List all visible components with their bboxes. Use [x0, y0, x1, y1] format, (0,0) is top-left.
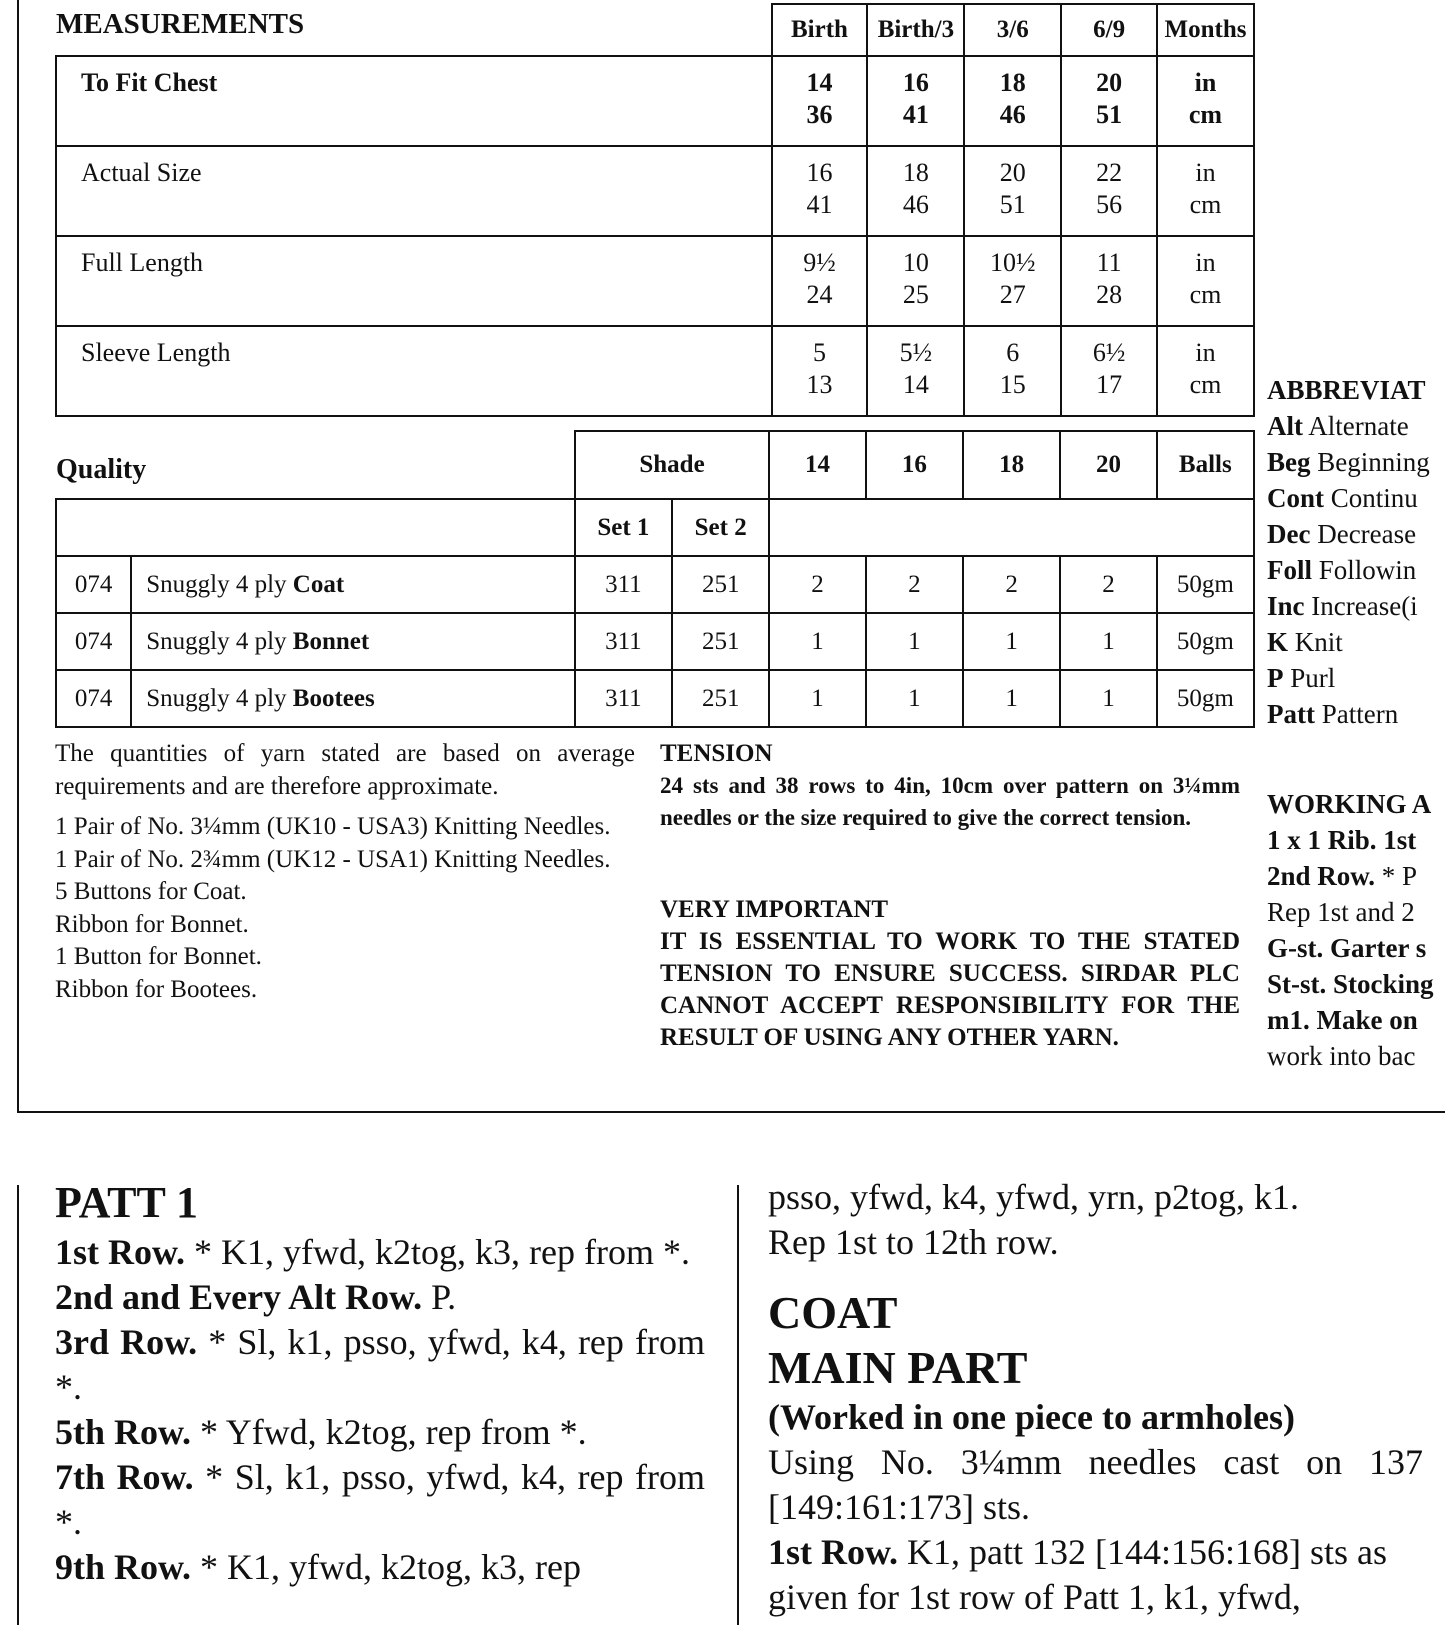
qty-value: 1	[866, 670, 963, 727]
value-cell: 22 56	[1061, 146, 1157, 236]
page-frame-divider	[17, 1111, 1445, 1113]
value-cell: 14 36	[772, 56, 868, 146]
pattern-row: 7th Row. * Sl, k1, psso, yfwd, k4, rep from *.	[55, 1457, 705, 1542]
yarn-name: Snuggly 4 ply Bonnet	[131, 613, 574, 670]
quantities-note: The quantities of yarn stated are based on average requirements and are therefore approximate.	[55, 740, 635, 800]
yarn-name: Snuggly 4 ply Bootees	[131, 670, 574, 727]
abbreviations-title: ABBREVIAT	[1267, 375, 1426, 405]
value-cell: 11 28	[1061, 236, 1157, 326]
quality-title: Quality	[56, 431, 575, 499]
coat-section	[768, 1175, 1423, 1625]
table-row	[56, 556, 1254, 613]
tension-text: 24 sts and 38 rows to 4in, 10cm over pattern on 3¼mm needles or the size required to give the correct tension.	[660, 773, 1240, 830]
abbreviation-item: Dec Decrease	[1267, 519, 1417, 549]
qty-value: 1	[769, 670, 865, 727]
value-cell: 18 46	[867, 146, 964, 236]
shade-value: 251	[672, 556, 769, 613]
working-line: 2nd Row. * P	[1267, 861, 1418, 891]
size-header: Months	[1157, 4, 1254, 56]
abbreviation-item: Inc Increase(i	[1267, 591, 1418, 621]
size-header: Birth	[772, 4, 868, 56]
size-header: 20	[1060, 431, 1156, 499]
value-cell: 16 41	[867, 56, 964, 146]
pattern-row: 2nd and Every Alt Row. P.	[55, 1277, 457, 1317]
value-cell: 18 46	[964, 56, 1061, 146]
abbreviation-item: Alt Alternate	[1267, 411, 1409, 441]
qty-value: 1	[963, 613, 1060, 670]
working-line: m1. Make on	[1267, 1005, 1418, 1035]
page-frame-left	[17, 0, 19, 1113]
needles-note: 1 Pair of No. 3¼mm (UK10 - USA3) Knitting Needles.	[55, 813, 611, 840]
value-cell: 10 25	[867, 236, 964, 326]
abbreviation-item: Beg Beginning	[1267, 447, 1430, 477]
measurements-title: MEASUREMENTS	[56, 8, 305, 40]
value-cell: 9½ 24	[772, 236, 868, 326]
shade-value: 311	[575, 556, 672, 613]
tension-title: TENSION	[660, 740, 773, 767]
row-label: Sleeve Length	[56, 326, 772, 416]
weight-value: 50gm	[1157, 556, 1254, 613]
yarn-code: 074	[56, 613, 131, 670]
size-header: Birth/3	[867, 4, 964, 56]
working-line: G-st. Garter s	[1267, 933, 1427, 963]
table-row	[56, 56, 1254, 146]
yarn-code: 074	[56, 556, 131, 613]
yarn-notes	[55, 738, 635, 1006]
qty-value: 2	[866, 556, 963, 613]
page-frame-left-lower	[17, 1185, 19, 1625]
coat-title: COAT	[768, 1287, 898, 1338]
abbreviation-item: Patt Pattern	[1267, 699, 1399, 729]
pattern-continuation: Rep 1st to 12th row.	[768, 1222, 1059, 1262]
abbreviation-item: P Purl	[1267, 663, 1336, 693]
table-row	[56, 670, 1254, 727]
qty-value: 1	[769, 613, 865, 670]
value-cell: 6½ 17	[1061, 326, 1157, 416]
shade-value: 251	[672, 670, 769, 727]
qty-value: 1	[1060, 613, 1156, 670]
row-label: To Fit Chest	[56, 56, 772, 146]
working-line: Rep 1st and 2	[1267, 897, 1415, 927]
patt1-title: PATT 1	[55, 1178, 199, 1227]
pattern-row: 3rd Row. * Sl, k1, psso, yfwd, k4, rep from *.	[55, 1322, 706, 1407]
column-divider	[737, 1185, 739, 1625]
size-header: 6/9	[1061, 4, 1157, 56]
materials-item: Ribbon for Bootees.	[55, 975, 258, 1003]
value-cell: 5 13	[772, 326, 868, 416]
table-row	[56, 146, 1254, 236]
table-row	[56, 326, 1254, 416]
table-row	[56, 236, 1254, 326]
unit-cell: in cm	[1157, 56, 1254, 146]
size-header: 3/6	[964, 4, 1061, 56]
value-cell: 16 41	[772, 146, 868, 236]
value-cell: 6 15	[964, 326, 1061, 416]
table-row	[56, 613, 1254, 670]
working-line: 1 x 1 Rib. 1st	[1267, 825, 1417, 855]
blank-cell	[769, 499, 1254, 556]
size-header: 18	[963, 431, 1060, 499]
yarn-code: 074	[56, 670, 131, 727]
value-cell: 20 51	[1061, 56, 1157, 146]
value-cell: 20 51	[964, 146, 1061, 236]
measurements-table	[55, 3, 1255, 417]
cast-on-instruction: Using No. 3¼mm needles cast on 137 [149:161:173] sts.	[768, 1442, 1423, 1527]
working-line: St-st. Stocking	[1267, 969, 1434, 999]
abbreviations-section	[1267, 372, 1445, 732]
weight-value: 50gm	[1157, 613, 1254, 670]
balls-header: Balls	[1157, 431, 1254, 499]
qty-value: 1	[963, 670, 1060, 727]
qty-value: 1	[866, 613, 963, 670]
set2-header: Set 2	[672, 499, 769, 556]
worked-note: (Worked in one piece to armholes)	[768, 1397, 1295, 1437]
row-label: Actual Size	[56, 146, 772, 236]
abbreviation-item: Foll Followin	[1267, 555, 1417, 585]
working-title: WORKING A	[1267, 789, 1432, 819]
value-cell: 10½ 27	[964, 236, 1061, 326]
unit-cell: in cm	[1157, 326, 1254, 416]
set1-header: Set 1	[575, 499, 672, 556]
shade-header: Shade	[575, 431, 770, 499]
patt1-section	[55, 1175, 705, 1590]
yarn-name: Snuggly 4 ply Coat	[131, 556, 574, 613]
pattern-row: 5th Row. * Yfwd, k2tog, rep from *.	[55, 1412, 587, 1452]
main-part-title: MAIN PART	[768, 1342, 1028, 1393]
materials-item: Ribbon for Bonnet.	[55, 910, 249, 938]
working-section	[1267, 786, 1445, 1074]
shade-value: 311	[575, 670, 672, 727]
abbreviation-item: Cont Continu	[1267, 483, 1418, 513]
blank-cell	[56, 499, 575, 556]
important-title: VERY IMPORTANT	[660, 896, 889, 923]
size-header: 14	[769, 431, 865, 499]
shade-value: 311	[575, 613, 672, 670]
quality-table	[55, 430, 1255, 728]
abbreviation-item: K Knit	[1267, 627, 1343, 657]
important-text: IT IS ESSENTIAL TO WORK TO THE STATED TENSION TO ENSURE SUCCESS. SIRDAR PLC CANNOT ACCEPT RESPONSIBILITY FOR THE RESULT OF USING ANY OTHER YARN.	[660, 928, 1240, 1051]
pattern-row: 9th Row. * K1, yfwd, k2tog, k3, rep	[55, 1547, 581, 1587]
unit-cell: in cm	[1157, 236, 1254, 326]
materials-item: 1 Button for Bonnet.	[55, 943, 262, 970]
pattern-continuation: psso, yfwd, k4, yfwd, yrn, p2tog, k1.	[768, 1177, 1299, 1217]
unit-cell: in cm	[1157, 146, 1254, 236]
tension-section	[660, 738, 1240, 1054]
materials-item: 5 Buttons for Coat.	[55, 878, 247, 905]
weight-value: 50gm	[1157, 670, 1254, 727]
pattern-row: 1st Row. K1, patt 132 [144:156:168] sts as given for 1st row of Patt 1, k1, yfwd,	[768, 1532, 1387, 1617]
needles-note: 1 Pair of No. 2¾mm (UK12 - USA1) Knitting Needles.	[55, 845, 611, 873]
qty-value: 2	[1060, 556, 1156, 613]
row-label: Full Length	[56, 236, 772, 326]
value-cell: 5½ 14	[867, 326, 964, 416]
pattern-row: 1st Row. * K1, yfwd, k2tog, k3, rep from *.	[55, 1232, 690, 1272]
qty-value: 2	[769, 556, 865, 613]
shade-value: 251	[672, 613, 769, 670]
qty-value: 2	[963, 556, 1060, 613]
qty-value: 1	[1060, 670, 1156, 727]
size-header: 16	[866, 431, 963, 499]
working-line: work into bac	[1267, 1041, 1416, 1071]
